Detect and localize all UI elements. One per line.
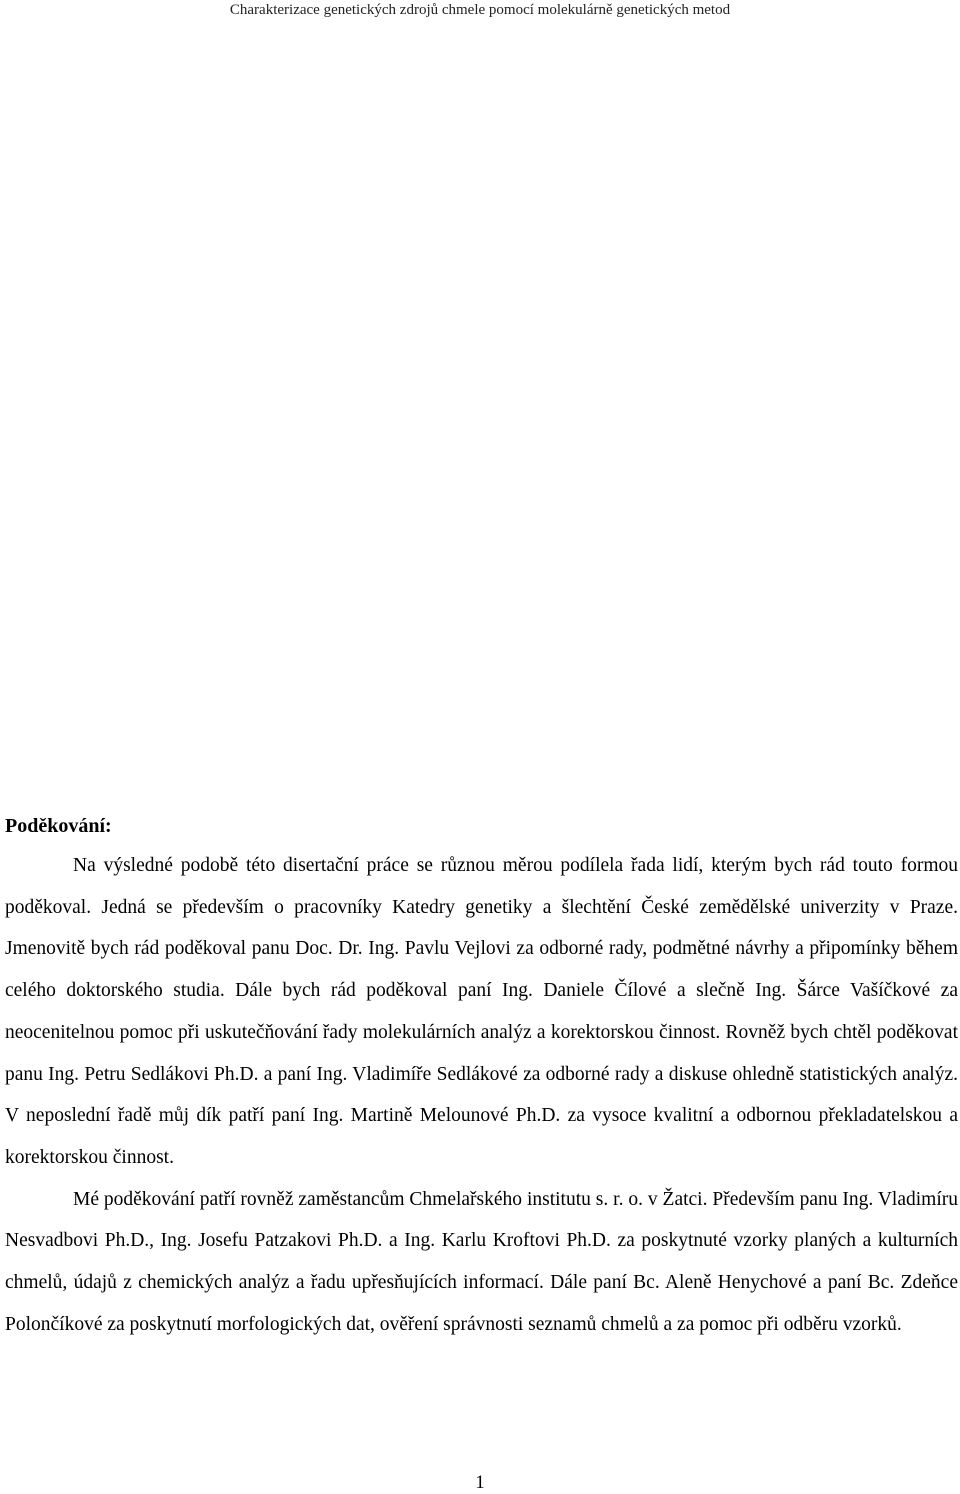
page-number: 1 [475,1472,485,1493]
running-header: Charakterizace genetických zdrojů chmele pomocí molekulárně genetických metod [229,2,731,18]
acknowledgements-body [5,845,958,1345]
paragraph: Na výsledné podobě této disertační práce se různou měrou podílela řada lidí, kterým bych rád touto formou poděkoval. Jedná se především o pracovníky Katedry genetiky a šlechtění České zemědělské univerzity v Praze. Jmenovitě bych rád poděkoval panu Doc. Dr. Ing. Pavlu Vejlovi za odborné rady, podmětné návrhy a připomínky během celého doktorského studia. Dále bych rád poděkoval paní Ing. Daniele Čílové a slečně Ing. Šárce Vašíčkové za neocenitelnou pomoc při uskutečňování řady molekulárních analýz a korektorskou činnost. Rovněž bych chtěl poděkovat panu Ing. Petru Sedlákovi Ph.D. a paní Ing. Vladimíře Sedlákové za odborné rady a diskuse ohledně statistických analýz. V neposlední řadě můj dík patří paní Ing. Martině Melounové Ph.D. za vysoce kvalitní a odbornou překladatelskou a korektorskou činnost. [5,855,958,1168]
paragraph: Mé poděkování patří rovněž zaměstancům Chmelařského institutu s. r. o. v Žatci. Především panu Ing. Vladimíru Nesvadbovi Ph.D., Ing. Josefu Patzakovi Ph.D. a Ing. Karlu Kroftovi Ph.D. za poskytnuté vzorky planých a kulturních chmelů, údajů z chemických analýz a řadu upřesňujících informací. Dále paní Bc. Aleně Henychové a paní Bc. Zdeňce Polončíkové za poskytnutí morfologických dat, ověření správnosti seznamů chmelů a za pomoc při odběru vzorků. [5,1188,958,1335]
section-heading: Poděkování: [5,815,112,837]
